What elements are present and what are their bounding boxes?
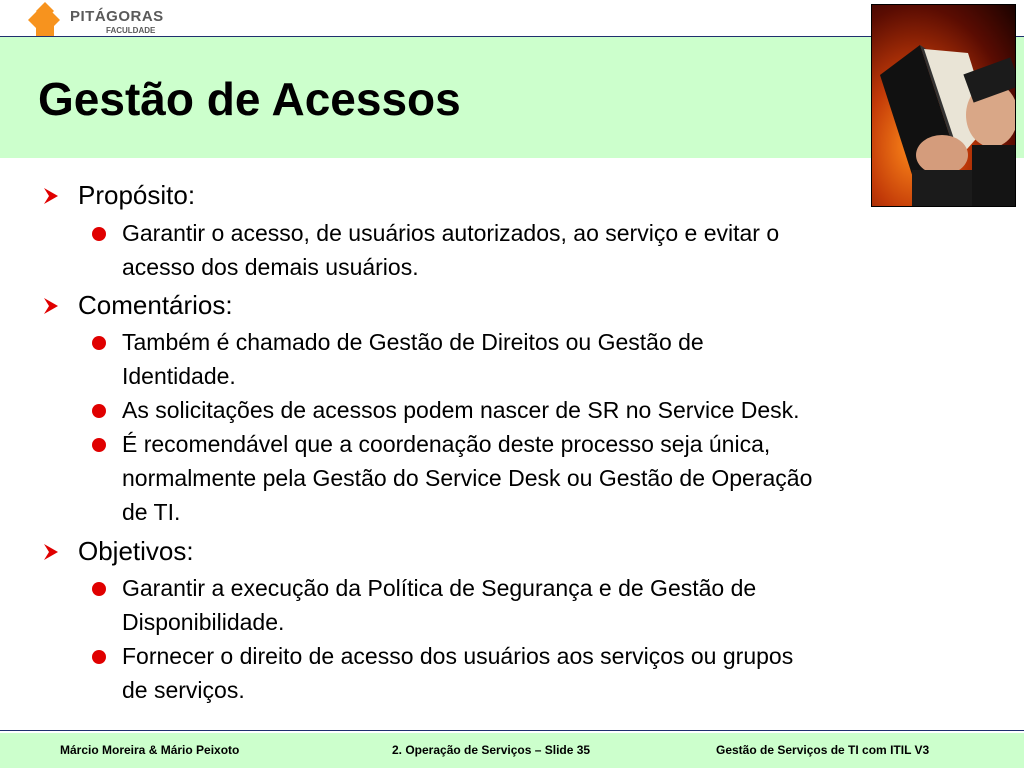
bottom-divider <box>0 730 1024 731</box>
list-item <box>92 393 992 427</box>
arrowhead-icon <box>42 543 60 561</box>
list-item-line: normalmente pela Gestão do Service Desk ou Gestão de Operação <box>122 465 813 491</box>
list-item-line: As solicitações de acessos podem nascer de SR no Service Desk. <box>122 397 800 423</box>
list-item-line: de serviços. <box>122 677 245 703</box>
red-disc-icon <box>92 227 106 241</box>
list-item <box>92 571 992 639</box>
list-item <box>92 639 992 707</box>
list-item-line: Disponibilidade. <box>122 609 285 635</box>
section-heading: Comentários: <box>78 290 233 320</box>
red-disc-icon <box>92 404 106 418</box>
footer-course: Gestão de Serviços de TI com ITIL V3 <box>716 743 930 757</box>
arrowhead-icon <box>42 297 60 315</box>
section-heading: Propósito: <box>78 180 196 210</box>
hands-holding-book-image <box>872 5 1016 207</box>
list-item-line: de TI. <box>122 499 181 525</box>
list-item <box>92 216 992 284</box>
red-disc-icon <box>92 336 106 350</box>
footer-authors: Márcio Moreira & Mário Peixoto <box>60 743 240 757</box>
section-heading: Objetivos: <box>78 536 194 566</box>
arrowhead-icon <box>42 187 60 205</box>
page-title: Gestão de Acessos <box>38 73 461 125</box>
logo <box>28 2 164 38</box>
list-item-line: Também é chamado de Gestão de Direitos ou Gestão de <box>122 329 704 355</box>
list-item <box>92 427 992 529</box>
list-item <box>92 325 992 393</box>
list-item-line: Garantir a execução da Política de Segurança e de Gestão de <box>122 575 757 601</box>
red-disc-icon <box>92 650 106 664</box>
red-disc-icon <box>92 438 106 452</box>
logo-subtitle: FACULDADE <box>106 26 156 35</box>
list-item-line: acesso dos demais usuários. <box>122 254 419 280</box>
red-disc-icon <box>92 582 106 596</box>
list-item-line: Identidade. <box>122 363 236 389</box>
footer-slide-number: 2. Operação de Serviços – Slide 35 <box>392 743 591 757</box>
list-item-line: Garantir o acesso, de usuários autorizados, ao serviço e evitar o <box>122 220 780 246</box>
list-item-line: Fornecer o direito de acesso dos usuários aos serviços ou grupos <box>122 643 794 669</box>
footer <box>0 733 1024 768</box>
list-item-line: É recomendável que a coordenação deste processo seja única, <box>122 431 771 457</box>
pitagoras-logo-icon <box>28 2 62 38</box>
header-photo <box>871 4 1016 207</box>
logo-name: PITÁGORAS <box>70 8 164 25</box>
